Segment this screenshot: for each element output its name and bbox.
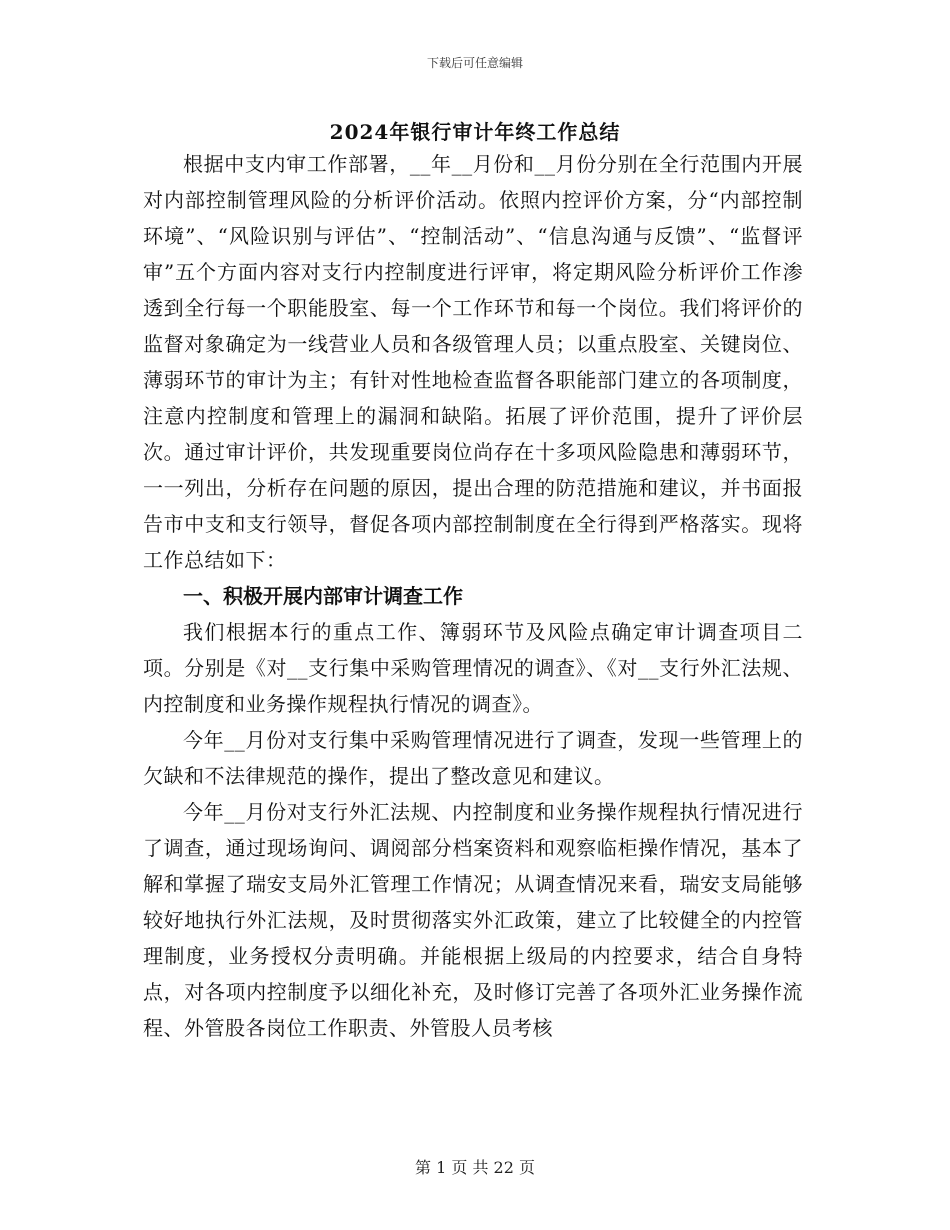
- section-heading: 一、积极开展内部审计调查工作: [183, 584, 463, 608]
- document-title: 2024年银行审计年终工作总结: [329, 120, 621, 144]
- body-paragraph: 今年__月份对支行集中采购管理情况进行了调查，发现一些管理上的欠缺和不法律规范的操作，提出了整改意见和建议。: [143, 728, 803, 788]
- intro-paragraph: 根据中支内审工作部署，__年__月份和__月份分别在全行范围内开展对内部控制管理风险的分析评价活动。依照内控评价方案，分“内部控制环境”、“风险识别与评估”、“控制活动”、“信息沟通与反馈”、“监督评审”五个方面内容对支行内控制度进行评审，将定期风险分析评价工作渗透到全行每一个职能股室、每一个工作环节和每一个岗位。我们将评价的监督对象确定为一线营业人员和各级管理人员；以重点股室、关键岗位、薄弱环节的审计为主；有针对性地检查监督各职能部门建立的各项制度，注意内控制度和管理上的漏洞和缺陷。拓展了评价范围，提升了评价层次。通过审计评价，共发现重要岗位尚存在十多项风险隐患和薄弱环节，一一列出，分析存在问题的原因，提出合理的防范措施和建议，并书面报告市中支和支行领导，督促各项内部控制制度在全行得到严格落实。现将工作总结如下：: [143, 152, 803, 572]
- body-paragraph: 我们根据本行的重点工作、簿弱环节及风险点确定审计调查项目二项。分别是《对__支行集中采购管理情况的调查》、《对__支行外汇法规、内控制度和业务操作规程执行情况的调查》。: [143, 620, 803, 716]
- page-header-note: 下载后可任意编辑: [426, 56, 523, 70]
- document-body: [143, 146, 803, 1046]
- page-number: 第 1 页 共 22 页: [415, 1158, 535, 1177]
- body-paragraph: 今年__月份对支行外汇法规、内控制度和业务操作规程执行情况进行了调查，通过现场询问、调阅部分档案资料和观察临柜操作情况，基本了解和掌握了瑞安支局外汇管理工作情况；从调查情况来看，瑞安支局能够较好地执行外汇法规，及时贯彻落实外汇政策，建立了比较健全的内控管理制度，业务授权分责明确。并能根据上级局的内控要求，结合自身特点，对各项内控制度予以细化补充，及时修订完善了各项外汇业务操作流程、外管股各岗位工作职责、外管股人员考核: [143, 800, 803, 1040]
